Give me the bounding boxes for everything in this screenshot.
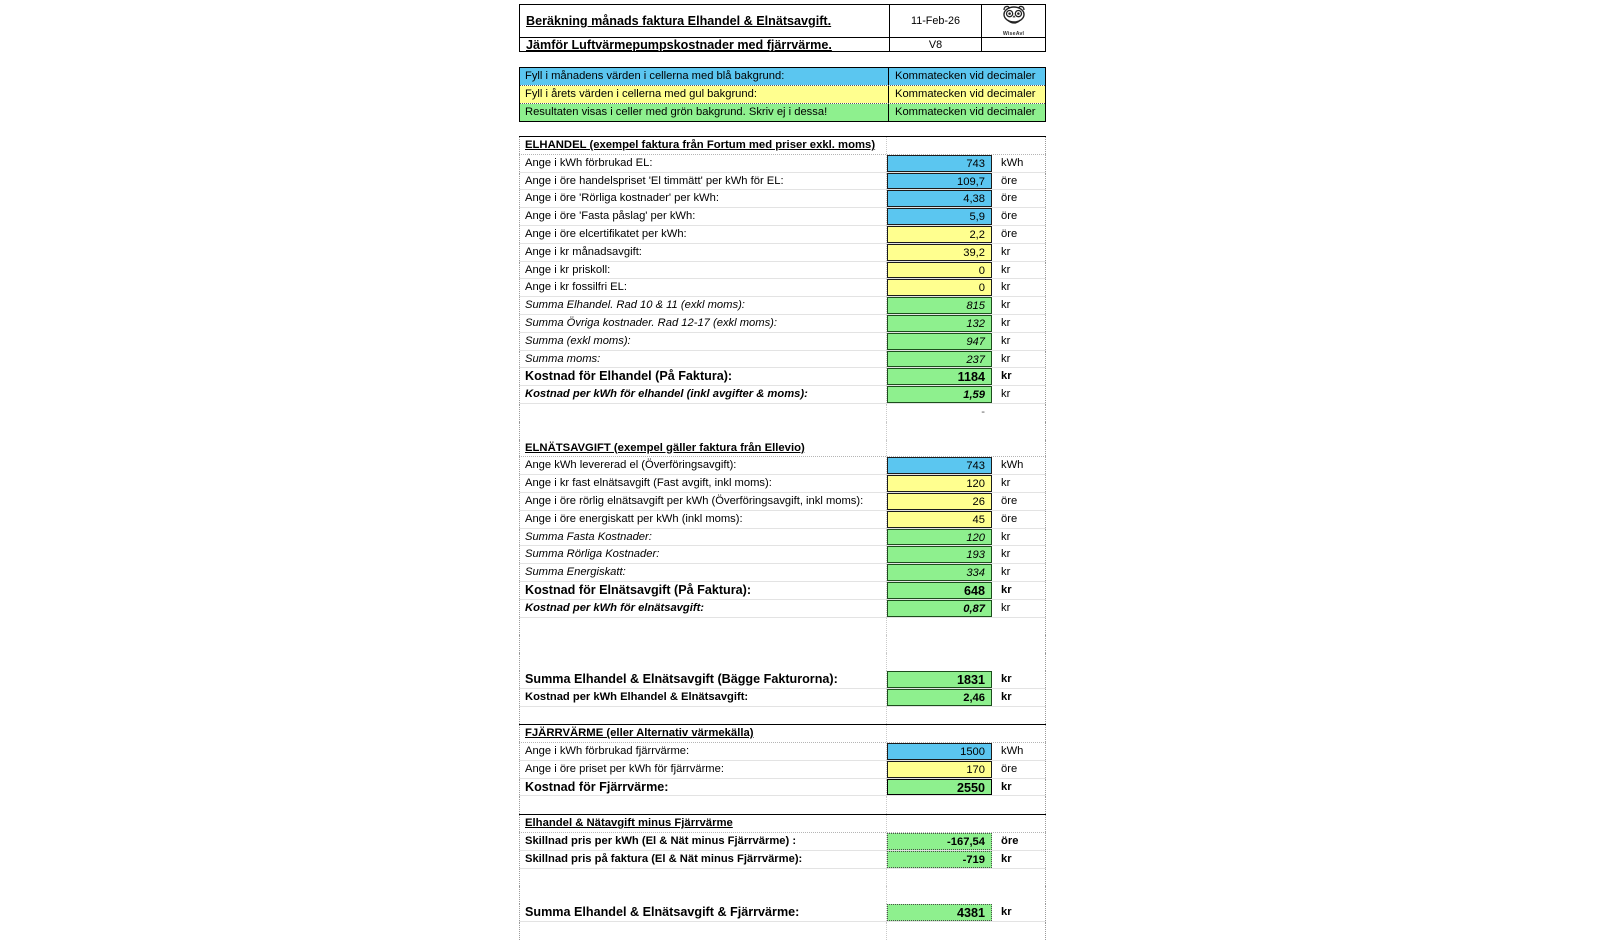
input-cell[interactable]: 26 <box>887 493 992 510</box>
document-title-line2: Jämför Luftvärmepumpskostnader med fjärrvärme. <box>520 37 890 52</box>
input-cell[interactable]: 39,2 <box>887 244 992 261</box>
row-unit: kr <box>992 546 1046 563</box>
section-heading-skillnad: Elhandel & Nätavgift minus Fjärrvärme <box>519 815 1046 833</box>
input-cell[interactable]: 109,7 <box>887 173 992 190</box>
row-label: Summa Energiskatt: <box>519 564 887 581</box>
table-row <box>519 564 1046 582</box>
table-row <box>519 546 1046 564</box>
input-cell[interactable]: 170 <box>887 761 992 778</box>
row-label: Ange i kr fossilfri EL: <box>519 279 887 296</box>
result-cell: 2,46 <box>887 689 992 706</box>
result-cell: 0,87 <box>887 600 992 617</box>
result-cell: 648 <box>887 582 992 599</box>
row-unit: öre <box>992 173 1046 190</box>
section-heading-fjarrvarme: FJÄRRVÄRME (eller Alternativ värmekälla) <box>519 725 1046 743</box>
table-row <box>519 279 1046 297</box>
table-row <box>519 743 1046 761</box>
row-unit: kr <box>992 333 1046 350</box>
legend-text-yellow: Fyll i årets värden i cellerna med gul bakgrund: <box>520 86 888 103</box>
row-label: Kostnad för Elnätsavgift (På Faktura): <box>519 582 887 599</box>
row-unit: kr <box>992 671 1046 688</box>
section-skillnad <box>519 814 1046 904</box>
table-row <box>519 529 1046 547</box>
result-cell: 193 <box>887 546 992 563</box>
row-unit: öre <box>992 493 1046 510</box>
section-heading-elnatsavgift: ELNÄTSAVGIFT (exempel gäller faktura från Ellevio) <box>519 440 1046 458</box>
input-cell[interactable]: 120 <box>887 475 992 492</box>
bottom-spacer-row <box>519 922 1046 940</box>
blank-gap-1 <box>519 618 1046 671</box>
row-unit: kr <box>992 582 1046 599</box>
row-unit: öre <box>992 833 1046 850</box>
skillnad-spacer-2 <box>519 886 1046 904</box>
row-label: Summa Elhandel & Elnätsavgift (Bägge Fakturorna): <box>519 671 887 688</box>
table-row <box>519 457 1046 475</box>
row-unit: kr <box>992 297 1046 314</box>
table-row <box>519 190 1046 208</box>
table-row <box>519 475 1046 493</box>
legend-note-green: Kommatecken vid decimaler <box>888 104 1045 122</box>
blank-gap-2 <box>519 707 1046 725</box>
input-cell[interactable]: 45 <box>887 511 992 528</box>
row-label: Kostnad för Elhandel (På Faktura): <box>519 368 887 385</box>
table-row <box>519 386 1046 404</box>
legend-note-blue: Kommatecken vid decimaler <box>888 68 1045 85</box>
elnatsavgift-row-group <box>519 457 1046 617</box>
owl-icon <box>1001 5 1027 27</box>
document-title-line1: Beräkning månads faktura Elhandel & Elnätsavgift. <box>520 5 890 37</box>
table-row <box>519 904 1046 922</box>
title-header-box <box>519 4 1046 52</box>
table-row <box>519 511 1046 529</box>
row-label: Summa moms: <box>519 351 887 368</box>
result-cell: 237 <box>887 351 992 368</box>
row-unit: kr <box>992 262 1046 279</box>
logo-cell <box>982 5 1045 37</box>
row-unit: kr <box>992 244 1046 261</box>
input-cell[interactable]: 4,38 <box>887 190 992 207</box>
section-summa-total <box>519 904 1046 922</box>
fjarrvarme-row-group <box>519 743 1046 796</box>
result-cell: 1831 <box>887 671 992 688</box>
table-row <box>519 351 1046 369</box>
row-label: Ange i kWh förbrukad EL: <box>519 155 887 172</box>
section-elhandel <box>519 136 1046 440</box>
section-fjarrvarme <box>519 724 1046 814</box>
legend-row-blue <box>520 68 1045 86</box>
legend-text-green: Resultaten visas i celler med grön bakgrund. Skriv ej i dessa! <box>520 104 888 122</box>
row-label: Ange i öre energiskatt per kWh (inkl moms): <box>519 511 887 528</box>
input-cell[interactable]: 743 <box>887 457 992 474</box>
legend-row-green <box>520 104 1045 122</box>
table-row <box>519 833 1046 851</box>
row-label: Kostnad per kWh Elhandel & Elnätsavgift: <box>519 689 887 706</box>
row-label: Ange i kr månadsavgift: <box>519 244 887 261</box>
table-row <box>519 226 1046 244</box>
table-row <box>519 244 1046 262</box>
table-row <box>519 851 1046 869</box>
row-unit: kr <box>992 689 1046 706</box>
input-cell[interactable]: 5,9 <box>887 208 992 225</box>
table-row <box>519 582 1046 600</box>
row-unit: öre <box>992 761 1046 778</box>
table-row <box>519 315 1046 333</box>
row-unit: kr <box>992 368 1046 385</box>
table-row <box>519 493 1046 511</box>
table-row <box>519 333 1046 351</box>
row-unit: kr <box>992 386 1046 403</box>
legend-note-yellow: Kommatecken vid decimaler <box>888 86 1045 103</box>
input-cell[interactable]: 2,2 <box>887 226 992 243</box>
row-unit: kr <box>992 851 1046 868</box>
row-unit: kr <box>992 279 1046 296</box>
row-unit: öre <box>992 226 1046 243</box>
row-label: Summa Övriga kostnader. Rad 12-17 (exkl moms): <box>519 315 887 332</box>
result-cell: 1,59 <box>887 386 992 403</box>
row-label: Kostnad för Fjärrvärme: <box>519 779 887 796</box>
logo-cell-empty <box>982 37 1045 52</box>
legend-box <box>519 67 1046 122</box>
legend-row-yellow <box>520 86 1045 104</box>
table-row <box>519 173 1046 191</box>
result-cell: 1184 <box>887 368 992 385</box>
row-label: Summa Fasta Kostnader: <box>519 529 887 546</box>
row-label: Ange i öre 'Rörliga kostnader' per kWh: <box>519 190 887 207</box>
input-cell[interactable]: 0 <box>887 262 992 279</box>
row-unit: kWh <box>992 457 1046 474</box>
section-summa-bagge <box>519 671 1046 707</box>
row-label: Summa Elhandel & Elnätsavgift & Fjärrvärme: <box>519 904 887 921</box>
row-label: Summa Elhandel. Rad 10 & 11 (exkl moms): <box>519 297 887 314</box>
row-label: Ange i öre elcertifikatet per kWh: <box>519 226 887 243</box>
skillnad-row-group <box>519 833 1046 869</box>
input-cell[interactable]: 0 <box>887 279 992 296</box>
table-row <box>519 297 1046 315</box>
row-unit: kr <box>992 779 1046 796</box>
row-label: Ange i öre handelspriset 'El timmätt' per kWh för EL: <box>519 173 887 190</box>
trailing-dash: - <box>981 405 985 418</box>
table-row <box>519 689 1046 707</box>
row-label: Ange i kWh förbrukad fjärrvärme: <box>519 743 887 760</box>
fjarrvarme-spacer-row <box>519 796 1046 814</box>
table-row <box>519 779 1046 797</box>
result-cell: 4381 <box>887 904 992 921</box>
row-label: Summa Rörliga Kostnader: <box>519 546 887 563</box>
logo-caption: WiseAvl <box>1002 31 1025 37</box>
result-cell: 334 <box>887 564 992 581</box>
title-row-1 <box>520 5 1045 37</box>
row-unit: kr <box>992 904 1046 921</box>
row-label: Ange i kr priskoll: <box>519 262 887 279</box>
row-label: Kostnad per kWh för elhandel (inkl avgifter & moms): <box>519 386 887 403</box>
row-label: Ange kWh levererad el (Överföringsavgift): <box>519 457 887 474</box>
result-cell: -719 <box>887 851 992 868</box>
row-label: Skillnad pris per kWh (El & Nät minus Fjärrvärme) : <box>519 833 887 850</box>
input-cell[interactable]: 743 <box>887 155 992 172</box>
result-cell: -167,54 <box>887 833 992 850</box>
elhandel-spacer-row <box>519 422 1046 440</box>
row-label: Skillnad pris på faktura (El & Nät minus Fjärrvärme): <box>519 851 887 868</box>
result-cell: 120 <box>887 529 992 546</box>
table-row <box>519 208 1046 226</box>
title-row-2 <box>520 37 1045 52</box>
row-label: Ange i öre rörlig elnätsavgift per kWh (Överföringsavgift, inkl moms): <box>519 493 887 510</box>
main-calculation-table <box>519 136 1046 940</box>
row-unit: kr <box>992 475 1046 492</box>
row-unit: kr <box>992 315 1046 332</box>
row-unit: öre <box>992 511 1046 528</box>
row-unit: kr <box>992 564 1046 581</box>
legend-text-blue: Fyll i månadens värden i cellerna med blå bakgrund: <box>520 68 888 85</box>
elhandel-row-group <box>519 155 1046 404</box>
row-unit: kr <box>992 600 1046 617</box>
row-label: Summa (exkl moms): <box>519 333 887 350</box>
row-label: Ange i kr fast elnätsavgift (Fast avgift, inkl moms): <box>519 475 887 492</box>
result-cell: 947 <box>887 333 992 350</box>
table-row <box>519 155 1046 173</box>
row-unit: kWh <box>992 743 1046 760</box>
row-unit: kr <box>992 351 1046 368</box>
row-label: Ange i öre 'Fasta påslag' per kWh: <box>519 208 887 225</box>
row-label: Ange i öre priset per kWh för fjärrvärme: <box>519 761 887 778</box>
row-unit: kWh <box>992 155 1046 172</box>
result-cell: 132 <box>887 315 992 332</box>
section-heading-elhandel: ELHANDEL (exempel faktura från Fortum med priser exkl. moms) <box>519 137 1046 155</box>
input-cell[interactable]: 1500 <box>887 743 992 760</box>
elhandel-trailing-dash-row <box>519 404 1046 422</box>
skillnad-spacer-1 <box>519 869 1046 887</box>
table-row <box>519 262 1046 280</box>
document-version: V8 <box>890 37 982 52</box>
table-row <box>519 671 1046 689</box>
row-unit: öre <box>992 190 1046 207</box>
table-row <box>519 600 1046 618</box>
owl-logo <box>1001 5 1027 37</box>
row-unit: öre <box>992 208 1046 225</box>
table-row <box>519 368 1046 386</box>
result-cell: 815 <box>887 297 992 314</box>
row-label: Kostnad per kWh för elnätsavgift: <box>519 600 887 617</box>
row-unit: kr <box>992 529 1046 546</box>
document-date: 11-Feb-26 <box>890 5 982 37</box>
table-row <box>519 761 1046 779</box>
section-elnatsavgift <box>519 440 1046 618</box>
result-cell: 2550 <box>887 779 992 796</box>
